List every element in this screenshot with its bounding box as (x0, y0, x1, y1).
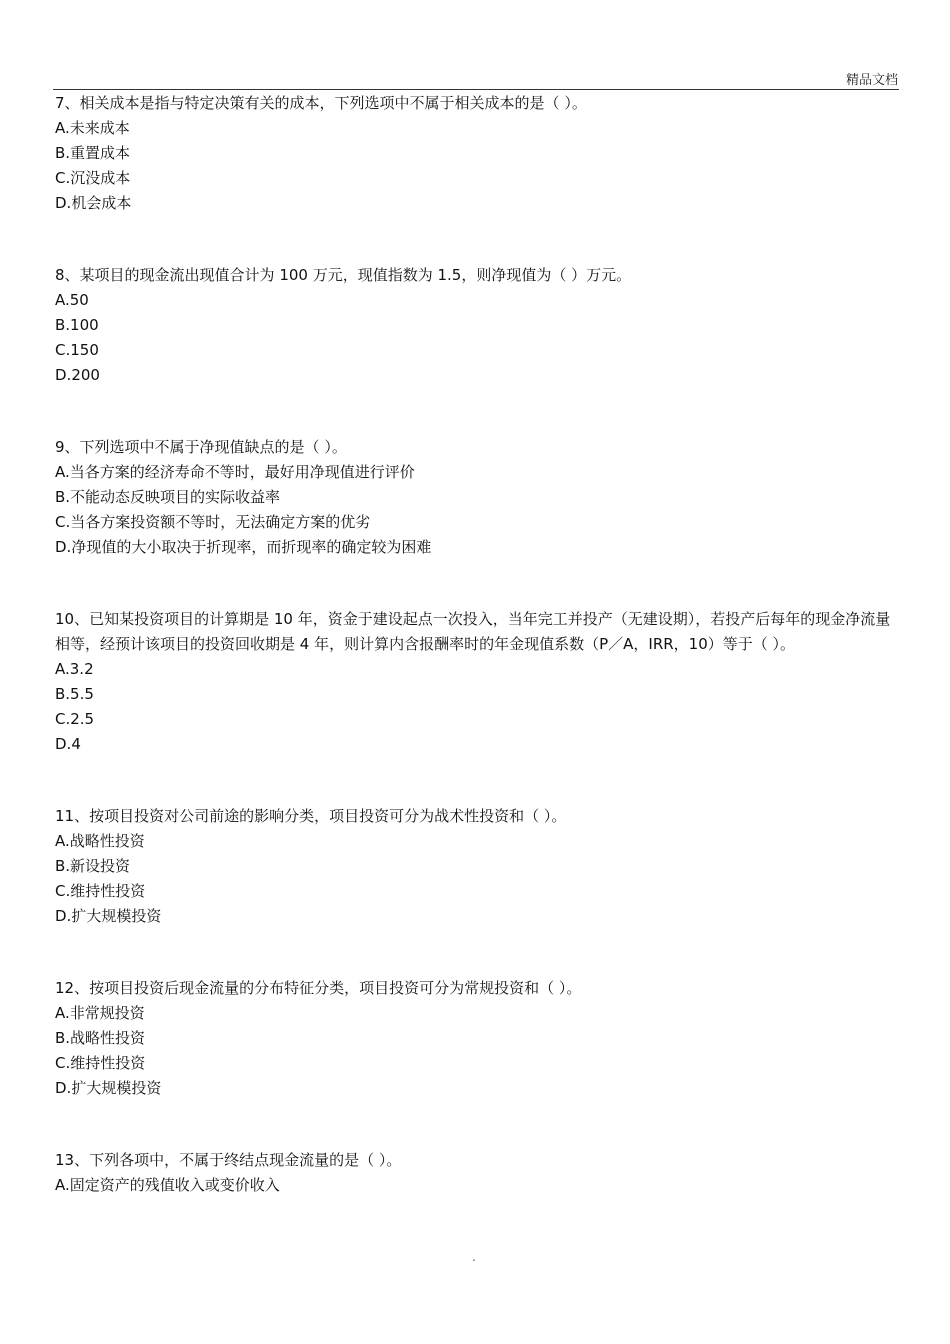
header-label: 精品文档 (845, 73, 898, 88)
question-stem: 13、下列各项中，不属于终结点现金流量的是（ ）。 (55, 1151, 402, 1169)
question-stem: 9、下列选项中不属于净现值缺点的是（ ）。 (55, 438, 347, 456)
option-d: D.扩大规模投资 (55, 1079, 162, 1097)
option-a: A.战略性投资 (55, 832, 145, 850)
option-c: C.维持性投资 (55, 1054, 146, 1072)
question-stem: 12、按项目投资后现金流量的分布特征分类，项目投资可分为常规投资和（ ）。 (55, 979, 582, 997)
question-stem: 11、按项目投资对公司前途的影响分类，项目投资可分为战术性投资和（ ）。 (55, 807, 567, 825)
question-12 (55, 976, 895, 1101)
option-b: B.不能动态反映项目的实际收益率 (55, 488, 281, 506)
option-b: B.战略性投资 (55, 1029, 146, 1047)
option-a: A.50 (55, 291, 89, 309)
option-a: A.3.2 (55, 660, 94, 678)
option-b: B.5.5 (55, 685, 94, 703)
question-10 (55, 607, 895, 757)
option-a: A.当各方案的经济寿命不等时，最好用净现值进行评价 (55, 463, 415, 481)
option-c: C.沉没成本 (55, 169, 131, 187)
option-c: C.150 (55, 341, 99, 359)
option-d: D.净现值的大小取决于折现率，而折现率的确定较为困难 (55, 538, 432, 556)
option-c: C.当各方案投资额不等时，无法确定方案的优劣 (55, 513, 371, 531)
option-d: D.机会成本 (55, 194, 132, 212)
question-list (55, 91, 895, 1198)
option-a: A.固定资产的残值收入或变价收入 (55, 1176, 280, 1194)
question-stem: 10、已知某投资项目的计算期是 10 年，资金于建设起点一次投入，当年完工并投产（无建设期），若投产后每年的现金净流量相等，经预计该项目的投资回收期是 4 年，则计算内含报酬率时的年金现值系数（P／A，IRR，10）等于（ ）。 (55, 610, 891, 653)
option-a: A.非常规投资 (55, 1004, 145, 1022)
option-d: D.4 (55, 735, 81, 753)
option-b: B.新设投资 (55, 857, 131, 875)
footer-mark: . (472, 1250, 476, 1264)
option-d: D.扩大规模投资 (55, 907, 162, 925)
option-b: B.100 (55, 316, 99, 334)
option-c: C.2.5 (55, 710, 95, 728)
question-13 (55, 1148, 895, 1198)
header-divider (53, 89, 899, 90)
option-d: D.200 (55, 366, 100, 384)
option-b: B.重置成本 (55, 144, 131, 162)
question-8 (55, 263, 895, 388)
option-c: C.维持性投资 (55, 882, 146, 900)
question-11 (55, 804, 895, 929)
option-a: A.未来成本 (55, 119, 130, 137)
question-7 (55, 91, 895, 216)
question-stem: 7、相关成本是指与特定决策有关的成本，下列选项中不属于相关成本的是（ ）。 (55, 94, 587, 112)
question-stem: 8、某项目的现金流出现值合计为 100 万元，现值指数为 1.5，则净现值为（ ）万元。 (55, 266, 632, 284)
question-9 (55, 435, 895, 560)
